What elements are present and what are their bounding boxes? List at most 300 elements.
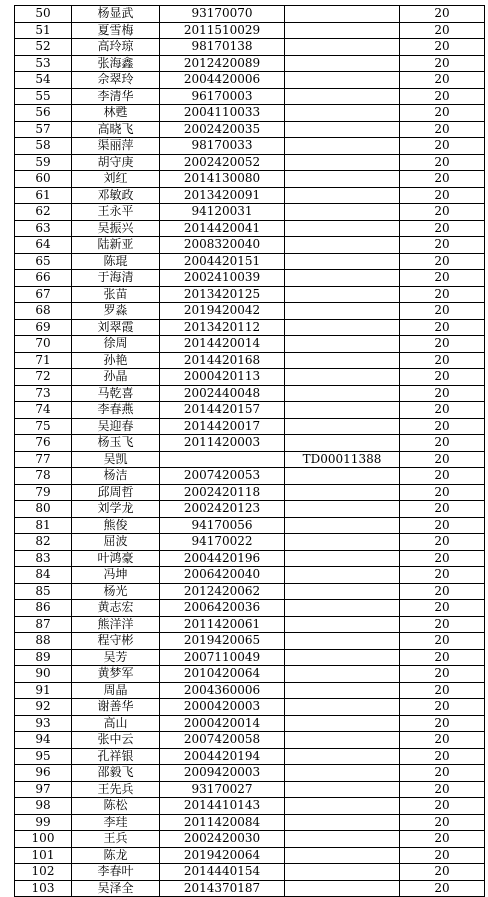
row-number-cell: 95 (15, 748, 72, 765)
id-number-cell: 2004420196 (160, 550, 285, 567)
extra-id-cell (285, 534, 400, 551)
extra-id-cell (285, 6, 400, 23)
name-cell: 张中云 (72, 732, 160, 749)
table-row (15, 765, 485, 782)
table-row (15, 781, 485, 798)
id-number-cell: 2011510029 (160, 22, 285, 39)
extra-id-cell (285, 682, 400, 699)
extra-id-cell (285, 468, 400, 485)
id-number-cell: 93170027 (160, 781, 285, 798)
id-number-cell: 93170070 (160, 6, 285, 23)
name-cell: 程守彬 (72, 633, 160, 650)
score-cell: 20 (400, 105, 485, 122)
score-cell: 20 (400, 468, 485, 485)
name-cell: 孔祥银 (72, 748, 160, 765)
id-number-cell: 94120031 (160, 204, 285, 221)
extra-id-cell (285, 732, 400, 749)
extra-id-cell (285, 369, 400, 386)
name-cell: 冯坤 (72, 567, 160, 584)
score-cell: 20 (400, 418, 485, 435)
row-number-cell: 94 (15, 732, 72, 749)
name-cell: 陆新亚 (72, 237, 160, 254)
score-cell: 20 (400, 534, 485, 551)
score-cell: 20 (400, 270, 485, 287)
table-row (15, 171, 485, 188)
row-number-cell: 86 (15, 600, 72, 617)
extra-id-cell (285, 600, 400, 617)
table-row (15, 220, 485, 237)
id-number-cell: 2014130080 (160, 171, 285, 188)
table-row (15, 385, 485, 402)
table-row (15, 814, 485, 831)
score-cell: 20 (400, 154, 485, 171)
extra-id-cell (285, 666, 400, 683)
row-number-cell: 71 (15, 352, 72, 369)
name-cell: 吴泽全 (72, 880, 160, 897)
row-number-cell: 58 (15, 138, 72, 155)
score-cell: 20 (400, 682, 485, 699)
name-cell: 陈松 (72, 798, 160, 815)
row-number-cell: 78 (15, 468, 72, 485)
score-cell: 20 (400, 121, 485, 138)
table-row (15, 138, 485, 155)
score-cell: 20 (400, 501, 485, 518)
table-row (15, 666, 485, 683)
table-row (15, 468, 485, 485)
id-number-cell: 2002440048 (160, 385, 285, 402)
score-cell: 20 (400, 22, 485, 39)
row-number-cell: 53 (15, 55, 72, 72)
name-cell: 邱周哲 (72, 484, 160, 501)
extra-id-cell: TD00011388 (285, 451, 400, 468)
row-number-cell: 60 (15, 171, 72, 188)
name-cell: 徐周 (72, 336, 160, 353)
score-cell: 20 (400, 748, 485, 765)
row-number-cell: 74 (15, 402, 72, 419)
table-row (15, 699, 485, 716)
score-cell: 20 (400, 336, 485, 353)
table-row (15, 319, 485, 336)
row-number-cell: 82 (15, 534, 72, 551)
row-number-cell: 101 (15, 847, 72, 864)
id-number-cell: 2014420157 (160, 402, 285, 419)
extra-id-cell (285, 204, 400, 221)
score-cell: 20 (400, 550, 485, 567)
extra-id-cell (285, 781, 400, 798)
table-row (15, 649, 485, 666)
table-row (15, 880, 485, 897)
extra-id-cell (285, 583, 400, 600)
score-cell: 20 (400, 204, 485, 221)
row-number-cell: 63 (15, 220, 72, 237)
table-row (15, 517, 485, 534)
name-cell: 于海清 (72, 270, 160, 287)
table-row (15, 715, 485, 732)
id-number-cell: 2002420030 (160, 831, 285, 848)
id-number-cell: 2006420036 (160, 600, 285, 617)
id-number-cell: 2009420003 (160, 765, 285, 782)
score-cell: 20 (400, 171, 485, 188)
extra-id-cell (285, 484, 400, 501)
name-cell: 夏雪梅 (72, 22, 160, 39)
id-number-cell: 2011420061 (160, 616, 285, 633)
table-row (15, 484, 485, 501)
score-cell: 20 (400, 451, 485, 468)
name-cell: 黄志宏 (72, 600, 160, 617)
name-cell: 渠丽萍 (72, 138, 160, 155)
extra-id-cell (285, 847, 400, 864)
name-cell: 张苗 (72, 286, 160, 303)
name-cell: 熊俊 (72, 517, 160, 534)
id-number-cell: 2014420168 (160, 352, 285, 369)
id-number-cell: 2011420003 (160, 435, 285, 452)
table-row (15, 187, 485, 204)
table-row (15, 72, 485, 89)
table-row (15, 237, 485, 254)
extra-id-cell (285, 319, 400, 336)
extra-id-cell (285, 303, 400, 320)
score-cell: 20 (400, 6, 485, 23)
extra-id-cell (285, 187, 400, 204)
table-row (15, 369, 485, 386)
name-cell: 刘红 (72, 171, 160, 188)
id-number-cell: 2012420062 (160, 583, 285, 600)
name-cell: 王兵 (72, 831, 160, 848)
extra-id-cell (285, 814, 400, 831)
row-number-cell: 69 (15, 319, 72, 336)
id-number-cell: 2019420064 (160, 847, 285, 864)
name-cell: 叶鸿豪 (72, 550, 160, 567)
id-number-cell: 2014420041 (160, 220, 285, 237)
score-cell: 20 (400, 88, 485, 105)
table-row (15, 831, 485, 848)
row-number-cell: 62 (15, 204, 72, 221)
row-number-cell: 79 (15, 484, 72, 501)
name-cell: 李珪 (72, 814, 160, 831)
extra-id-cell (285, 649, 400, 666)
row-number-cell: 89 (15, 649, 72, 666)
extra-id-cell (285, 402, 400, 419)
name-cell: 罗淼 (72, 303, 160, 320)
extra-id-cell (285, 270, 400, 287)
table-row (15, 418, 485, 435)
table-row (15, 501, 485, 518)
id-number-cell: 2002420035 (160, 121, 285, 138)
score-cell: 20 (400, 600, 485, 617)
row-number-cell: 81 (15, 517, 72, 534)
name-cell: 吴迎春 (72, 418, 160, 435)
extra-id-cell (285, 567, 400, 584)
score-cell: 20 (400, 435, 485, 452)
row-number-cell: 52 (15, 39, 72, 56)
name-cell: 黄梦军 (72, 666, 160, 683)
id-number-cell: 2019420065 (160, 633, 285, 650)
row-number-cell: 99 (15, 814, 72, 831)
score-cell: 20 (400, 864, 485, 881)
name-cell: 邵毅飞 (72, 765, 160, 782)
extra-id-cell (285, 880, 400, 897)
table-row (15, 864, 485, 881)
name-cell: 周晶 (72, 682, 160, 699)
row-number-cell: 100 (15, 831, 72, 848)
row-number-cell: 68 (15, 303, 72, 320)
row-number-cell: 85 (15, 583, 72, 600)
extra-id-cell (285, 105, 400, 122)
id-number-cell: 2007110049 (160, 649, 285, 666)
score-cell: 20 (400, 781, 485, 798)
row-number-cell: 98 (15, 798, 72, 815)
table-row (15, 534, 485, 551)
row-number-cell: 80 (15, 501, 72, 518)
score-cell: 20 (400, 666, 485, 683)
name-cell: 邓敏政 (72, 187, 160, 204)
extra-id-cell (285, 501, 400, 518)
extra-id-cell (285, 699, 400, 716)
roster-table (14, 5, 485, 897)
row-number-cell: 96 (15, 765, 72, 782)
row-number-cell: 73 (15, 385, 72, 402)
table-row (15, 303, 485, 320)
score-cell: 20 (400, 649, 485, 666)
row-number-cell: 102 (15, 864, 72, 881)
score-cell: 20 (400, 385, 485, 402)
table-row (15, 583, 485, 600)
table-row (15, 121, 485, 138)
extra-id-cell (285, 616, 400, 633)
row-number-cell: 57 (15, 121, 72, 138)
row-number-cell: 92 (15, 699, 72, 716)
id-number-cell: 2002420123 (160, 501, 285, 518)
score-cell: 20 (400, 847, 485, 864)
table-row (15, 105, 485, 122)
score-cell: 20 (400, 319, 485, 336)
name-cell: 刘翠霞 (72, 319, 160, 336)
id-number-cell: 2000420014 (160, 715, 285, 732)
id-number-cell: 94170056 (160, 517, 285, 534)
row-number-cell: 56 (15, 105, 72, 122)
extra-id-cell (285, 22, 400, 39)
id-number-cell: 2012420089 (160, 55, 285, 72)
table-row (15, 600, 485, 617)
score-cell: 20 (400, 303, 485, 320)
score-cell: 20 (400, 484, 485, 501)
extra-id-cell (285, 352, 400, 369)
extra-id-cell (285, 121, 400, 138)
table-row (15, 352, 485, 369)
id-number-cell: 94170022 (160, 534, 285, 551)
row-number-cell: 66 (15, 270, 72, 287)
table-row (15, 286, 485, 303)
name-cell: 佘翠玲 (72, 72, 160, 89)
row-number-cell: 51 (15, 22, 72, 39)
row-number-cell: 77 (15, 451, 72, 468)
extra-id-cell (285, 517, 400, 534)
extra-id-cell (285, 418, 400, 435)
score-cell: 20 (400, 732, 485, 749)
score-cell: 20 (400, 831, 485, 848)
extra-id-cell (285, 138, 400, 155)
extra-id-cell (285, 798, 400, 815)
extra-id-cell (285, 237, 400, 254)
score-cell: 20 (400, 55, 485, 72)
id-number-cell: 2004420151 (160, 253, 285, 270)
row-number-cell: 76 (15, 435, 72, 452)
extra-id-cell (285, 435, 400, 452)
name-cell: 李春燕 (72, 402, 160, 419)
extra-id-cell (285, 88, 400, 105)
score-cell: 20 (400, 187, 485, 204)
id-number-cell: 2013420112 (160, 319, 285, 336)
score-cell: 20 (400, 699, 485, 716)
table-row (15, 39, 485, 56)
score-cell: 20 (400, 567, 485, 584)
id-number-cell: 2014420014 (160, 336, 285, 353)
score-cell: 20 (400, 253, 485, 270)
row-number-cell: 93 (15, 715, 72, 732)
score-cell: 20 (400, 517, 485, 534)
row-number-cell: 59 (15, 154, 72, 171)
table-row (15, 748, 485, 765)
id-number-cell (160, 451, 285, 468)
table-row (15, 55, 485, 72)
id-number-cell: 2007420053 (160, 468, 285, 485)
id-number-cell: 2002420118 (160, 484, 285, 501)
name-cell: 吴振兴 (72, 220, 160, 237)
row-number-cell: 54 (15, 72, 72, 89)
id-number-cell: 2002420052 (160, 154, 285, 171)
id-number-cell: 2006420040 (160, 567, 285, 584)
name-cell: 孙晶 (72, 369, 160, 386)
name-cell: 熊洋洋 (72, 616, 160, 633)
id-number-cell: 2014440154 (160, 864, 285, 881)
id-number-cell: 2014420017 (160, 418, 285, 435)
row-number-cell: 64 (15, 237, 72, 254)
id-number-cell: 98170138 (160, 39, 285, 56)
table-row (15, 88, 485, 105)
id-number-cell: 98170033 (160, 138, 285, 155)
extra-id-cell (285, 336, 400, 353)
extra-id-cell (285, 831, 400, 848)
extra-id-cell (285, 550, 400, 567)
row-number-cell: 88 (15, 633, 72, 650)
id-number-cell: 2013420091 (160, 187, 285, 204)
row-number-cell: 70 (15, 336, 72, 353)
id-number-cell: 2004110033 (160, 105, 285, 122)
table-row (15, 550, 485, 567)
table-row (15, 204, 485, 221)
row-number-cell: 97 (15, 781, 72, 798)
table-row (15, 682, 485, 699)
table-row (15, 435, 485, 452)
row-number-cell: 61 (15, 187, 72, 204)
name-cell: 陈琨 (72, 253, 160, 270)
score-cell: 20 (400, 880, 485, 897)
extra-id-cell (285, 220, 400, 237)
name-cell: 林甦 (72, 105, 160, 122)
table-row (15, 402, 485, 419)
score-cell: 20 (400, 765, 485, 782)
extra-id-cell (285, 171, 400, 188)
table-row (15, 732, 485, 749)
name-cell: 李清华 (72, 88, 160, 105)
name-cell: 胡守庚 (72, 154, 160, 171)
name-cell: 王永平 (72, 204, 160, 221)
id-number-cell: 2008320040 (160, 237, 285, 254)
extra-id-cell (285, 55, 400, 72)
row-number-cell: 103 (15, 880, 72, 897)
row-number-cell: 87 (15, 616, 72, 633)
name-cell: 谢善华 (72, 699, 160, 716)
row-number-cell: 83 (15, 550, 72, 567)
row-number-cell: 91 (15, 682, 72, 699)
row-number-cell: 75 (15, 418, 72, 435)
id-number-cell: 2004420006 (160, 72, 285, 89)
score-cell: 20 (400, 237, 485, 254)
name-cell: 高山 (72, 715, 160, 732)
name-cell: 高玲琼 (72, 39, 160, 56)
row-number-cell: 65 (15, 253, 72, 270)
score-cell: 20 (400, 39, 485, 56)
id-number-cell: 2004360006 (160, 682, 285, 699)
name-cell: 杨显武 (72, 6, 160, 23)
score-cell: 20 (400, 220, 485, 237)
table-row (15, 270, 485, 287)
extra-id-cell (285, 765, 400, 782)
row-number-cell: 72 (15, 369, 72, 386)
name-cell: 高晓飞 (72, 121, 160, 138)
roster-body (15, 6, 485, 897)
extra-id-cell (285, 385, 400, 402)
name-cell: 杨玉飞 (72, 435, 160, 452)
name-cell: 张海鑫 (72, 55, 160, 72)
row-number-cell: 55 (15, 88, 72, 105)
table-row (15, 336, 485, 353)
row-number-cell: 90 (15, 666, 72, 683)
extra-id-cell (285, 39, 400, 56)
table-row (15, 847, 485, 864)
score-cell: 20 (400, 286, 485, 303)
name-cell: 吴凯 (72, 451, 160, 468)
score-cell: 20 (400, 814, 485, 831)
extra-id-cell (285, 633, 400, 650)
score-cell: 20 (400, 352, 485, 369)
score-cell: 20 (400, 633, 485, 650)
table-row (15, 567, 485, 584)
extra-id-cell (285, 286, 400, 303)
name-cell: 陈龙 (72, 847, 160, 864)
score-cell: 20 (400, 715, 485, 732)
score-cell: 20 (400, 798, 485, 815)
table-row (15, 798, 485, 815)
table-row (15, 633, 485, 650)
extra-id-cell (285, 253, 400, 270)
score-cell: 20 (400, 402, 485, 419)
score-cell: 20 (400, 616, 485, 633)
id-number-cell: 2014370187 (160, 880, 285, 897)
row-number-cell: 50 (15, 6, 72, 23)
id-number-cell: 96170003 (160, 88, 285, 105)
score-cell: 20 (400, 583, 485, 600)
name-cell: 屈波 (72, 534, 160, 551)
extra-id-cell (285, 154, 400, 171)
table-row (15, 616, 485, 633)
score-cell: 20 (400, 138, 485, 155)
name-cell: 杨光 (72, 583, 160, 600)
row-number-cell: 67 (15, 286, 72, 303)
id-number-cell: 2014410143 (160, 798, 285, 815)
id-number-cell: 2000420003 (160, 699, 285, 716)
extra-id-cell (285, 72, 400, 89)
